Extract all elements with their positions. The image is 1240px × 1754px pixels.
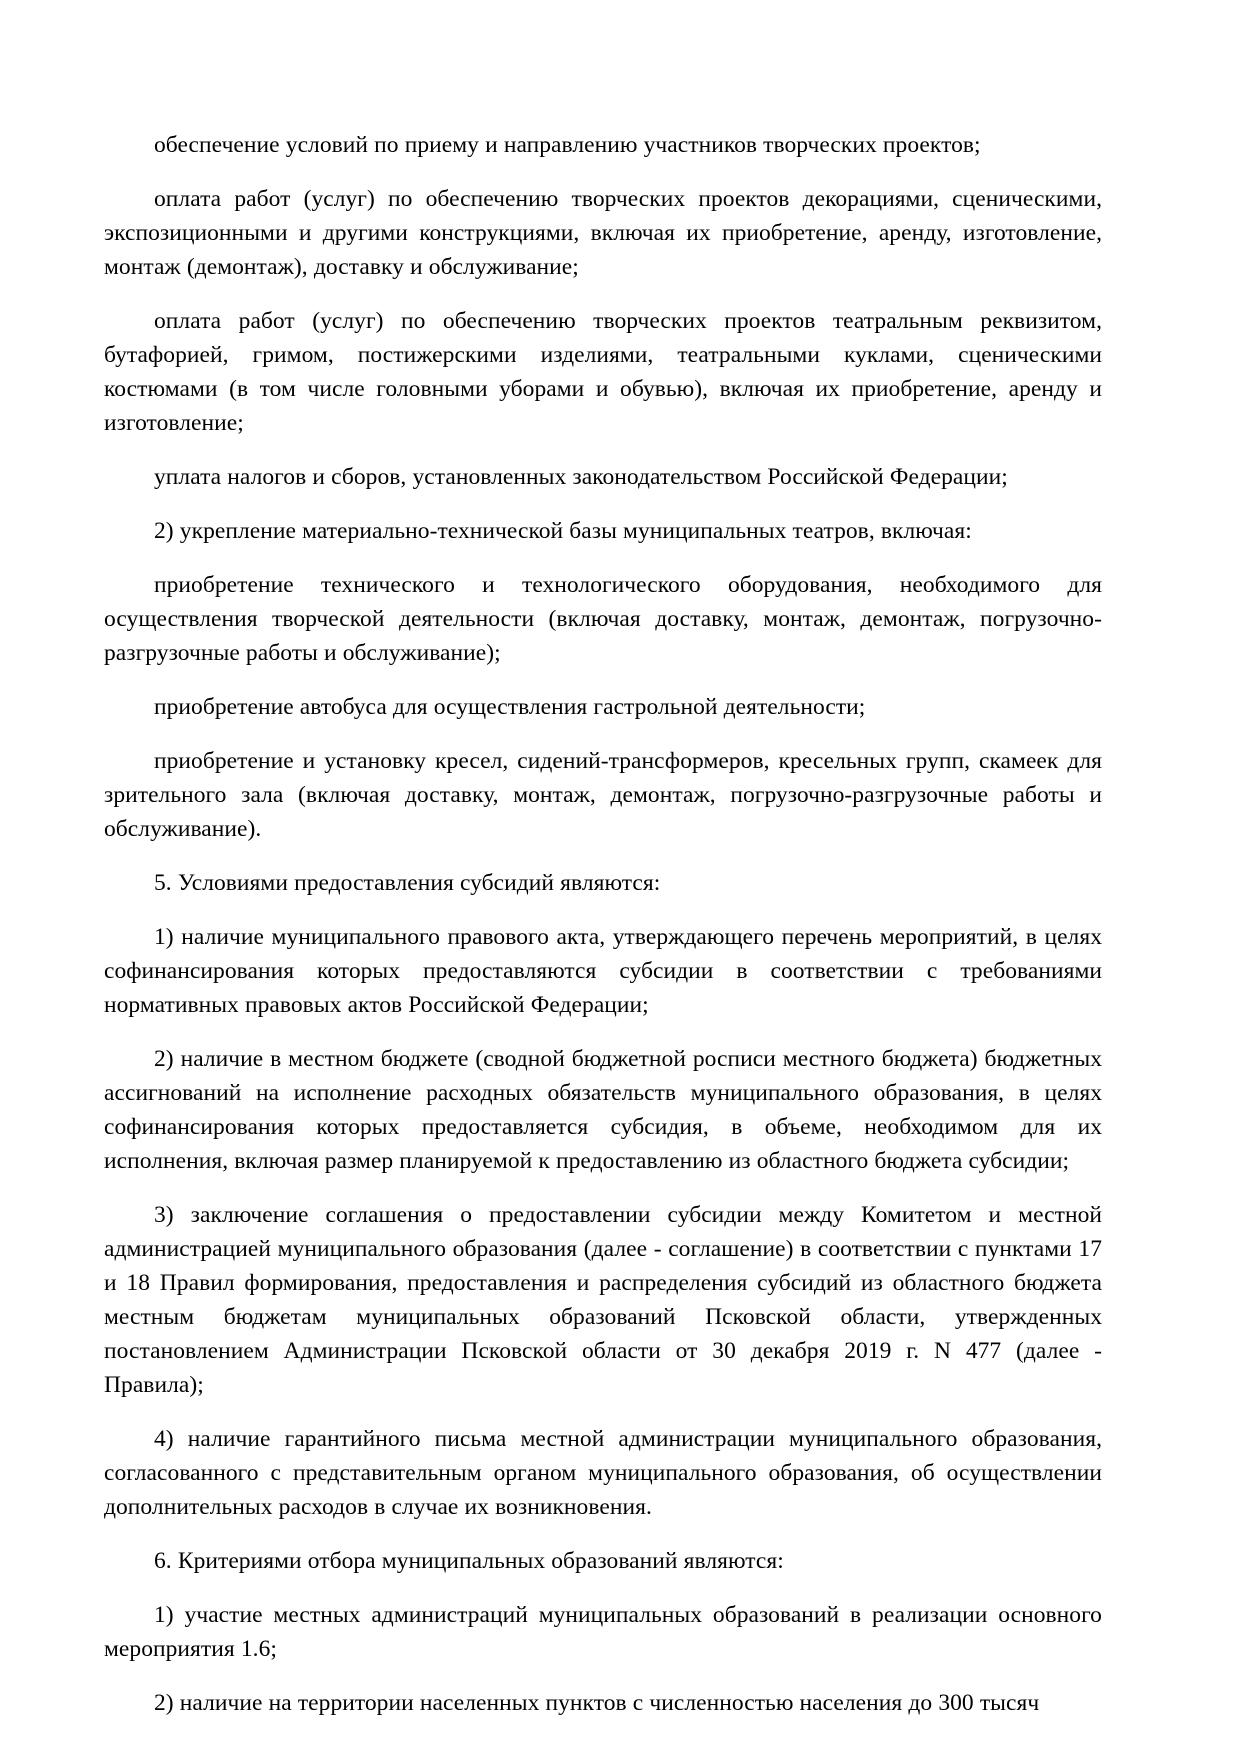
paragraph-item-2-material-base: 2) укрепление материально-технической базы муниципальных театров, включая:: [154, 518, 972, 544]
paragraph-payment-props: оплата работ (услуг) по обеспечению творческих проектов театральным реквизитом, бутафорией, гримом, постижерскими изделиями, театральными куклами, сценическими костюмами (в том числе головными уборами и обувью), включая их приобретение, аренду и изготовление;: [104, 308, 1102, 436]
paragraph-clause-6-heading: 6. Критериями отбора муниципальных образований являются:: [154, 1548, 784, 1574]
document-text-body: [104, 128, 1102, 1720]
paragraph-seats-purchase: приобретение и установку кресел, сидений-трансформеров, кресельных групп, скамеек для зрительного зала (включая доставку, монтаж, демонтаж, погрузочно-разгрузочные работы и обслуживание).: [104, 748, 1102, 842]
paragraph-payment-decorations: оплата работ (услуг) по обеспечению творческих проектов декорациями, сценическими, экспозиционными и другими конструкциями, включая их приобретение, аренду, изготовление, монтаж (демонтаж), доставку и обслуживание;: [104, 186, 1102, 280]
paragraph-clause-5-1: 1) наличие муниципального правового акта, утверждающего перечень мероприятий, в целях софинансирования которых предоставляются субсидии в соответствии с требованиями нормативных правовых актов Российской Федерации;: [104, 924, 1102, 1018]
paragraph-conditions-reception: обеспечение условий по приему и направлению участников творческих проектов;: [154, 132, 981, 158]
paragraph-clause-6-1: 1) участие местных администраций муниципальных образований в реализации основного мероприятия 1.6;: [104, 1602, 1102, 1662]
paragraph-equipment-purchase: приобретение технического и технологического оборудования, необходимого для осуществления творческой деятельности (включая доставку, монтаж, демонтаж, погрузочно-разгрузочные работы и обслуживание);: [104, 572, 1102, 666]
paragraph-clause-5-heading: 5. Условиями предоставления субсидий являются:: [154, 870, 661, 896]
paragraph-clause-6-2: 2) наличие на территории населенных пунктов с численностью населения до 300 тысяч: [154, 1690, 1040, 1716]
paragraph-clause-5-4: 4) наличие гарантийного письма местной администрации муниципального образования, согласованного с представительным органом муниципального образования, об осуществлении дополнительных расходов в случае их возникновения.: [104, 1426, 1102, 1520]
paragraph-taxes: уплата налогов и сборов, установленных законодательством Российской Федерации;: [154, 464, 1008, 490]
paragraph-bus-purchase: приобретение автобуса для осуществления гастрольной деятельности;: [154, 694, 866, 720]
paragraph-clause-5-3: 3) заключение соглашения о предоставлении субсидии между Комитетом и местной администрацией муниципального образования (далее - соглашение) в соответствии с пунктами 17 и 18 Правил формирования, предоставления и распределения субсидий из областного бюджета местным бюджетам муниципальных образований Псковской области, утвержденных постановлением Администрации Псковской области от 30 декабря 2019 г. N 477 (далее - Правила);: [104, 1202, 1102, 1398]
paragraph-clause-5-2: 2) наличие в местном бюджете (сводной бюджетной росписи местного бюджета) бюджетных ассигнований на исполнение расходных обязательств муниципального образования, в целях софинансирования которых предоставляется субсидия, в объеме, необходимом для их исполнения, включая размер планируемой к предоставлению из областного бюджета субсидии;: [104, 1046, 1102, 1174]
